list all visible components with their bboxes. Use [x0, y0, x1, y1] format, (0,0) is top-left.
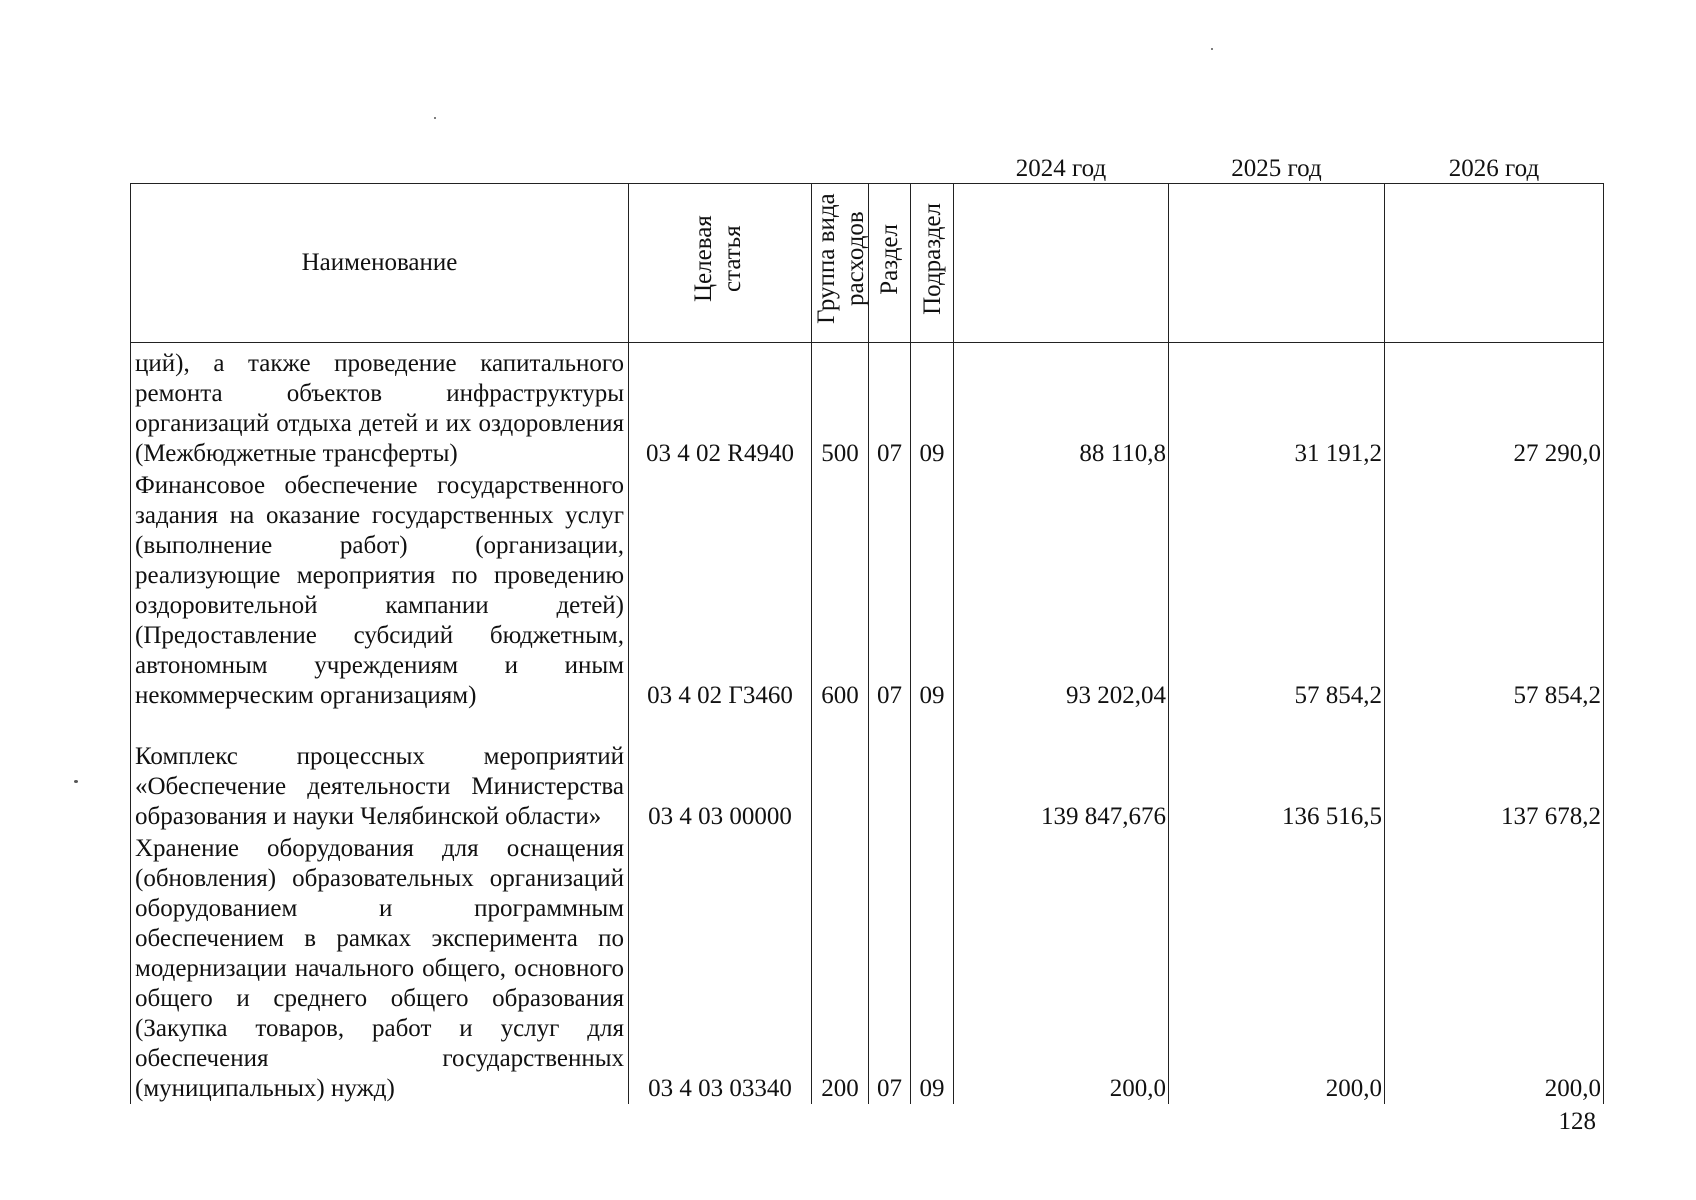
- row-value-2026: 200,0: [1385, 832, 1604, 1104]
- row-subsection: 09: [911, 469, 954, 711]
- row-subsection: 09: [911, 343, 954, 469]
- budget-table: [130, 155, 1604, 1104]
- row-code: 03 4 02 R4940: [629, 343, 812, 469]
- row-section: 07: [869, 832, 911, 1104]
- header-year-2026: 2026 год: [1385, 184, 1604, 343]
- row-section: 07: [869, 343, 911, 469]
- row-expense-group: 600: [812, 469, 869, 711]
- row-value-2026: 57 854,2: [1385, 469, 1604, 711]
- row-value-2025: 200,0: [1169, 832, 1385, 1104]
- table-row: [131, 832, 1604, 1104]
- scan-speck: [74, 780, 78, 783]
- header-year-2025: 2025 год: [1169, 184, 1385, 343]
- row-value-2025: 57 854,2: [1169, 469, 1385, 711]
- header-target-article: Целевая статья: [629, 184, 812, 343]
- row-section: [869, 711, 911, 832]
- row-value-2025: 31 191,2: [1169, 343, 1385, 469]
- header-expense-group: Группа вида расходов: [812, 184, 869, 343]
- row-code: 03 4 03 00000: [629, 711, 812, 832]
- row-value-2025: 136 516,5: [1169, 711, 1385, 832]
- row-section: 07: [869, 469, 911, 711]
- row-value-2024: 93 202,04: [954, 469, 1169, 711]
- row-name: Хранение оборудования для оснащения (обновления) образовательных организаций оборудованием и программным обеспечением в рамках эксперимента по модернизации начального общего, основного общего и среднего общего образования (Закупка товаров, работ и услуг для обеспечения государственных (муниципальных) нужд): [131, 832, 629, 1104]
- header-section: Раздел: [869, 184, 911, 343]
- row-subsection: [911, 711, 954, 832]
- row-expense-group: 500: [812, 343, 869, 469]
- row-expense-group: 200: [812, 832, 869, 1104]
- scan-speck: [1211, 48, 1213, 50]
- row-value-2024: 139 847,676: [954, 711, 1169, 832]
- page-number: 128: [1558, 1108, 1596, 1135]
- table-header-row: [131, 184, 1604, 343]
- row-name: ций), а также проведение капитального ремонта объектов инфраструктуры организаций отдыха детей и их оздоровления (Межбюджетные трансферты): [131, 343, 629, 469]
- row-expense-group: [812, 711, 869, 832]
- header-subsection: Подраздел: [911, 184, 954, 343]
- table-row: [131, 711, 1604, 832]
- row-value-2024: 88 110,8: [954, 343, 1169, 469]
- row-name: Финансовое обеспечение государственного задания на оказание государственных услуг (выполнение работ) (организации, реализующие мероприятия по проведению оздоровительной кампании детей) (Предоставление субсидий бюджетным, автономным учреждениям и иным некоммерческим организациям): [131, 469, 629, 711]
- row-value-2024: 200,0: [954, 832, 1169, 1104]
- table-row: [131, 469, 1604, 711]
- row-value-2026: 27 290,0: [1385, 343, 1604, 469]
- row-name: Комплекс процессных мероприятий «Обеспечение деятельности Министерства образования и науки Челябинской области»: [131, 711, 629, 832]
- row-code: 03 4 02 Г3460: [629, 469, 812, 711]
- row-subsection: 09: [911, 832, 954, 1104]
- row-value-2026: 137 678,2: [1385, 711, 1604, 832]
- header-year-2024: 2024 год: [954, 184, 1169, 343]
- scan-speck: [434, 117, 436, 119]
- table-row: [131, 343, 1604, 469]
- header-name: Наименование: [131, 184, 629, 343]
- row-code: 03 4 03 03340: [629, 832, 812, 1104]
